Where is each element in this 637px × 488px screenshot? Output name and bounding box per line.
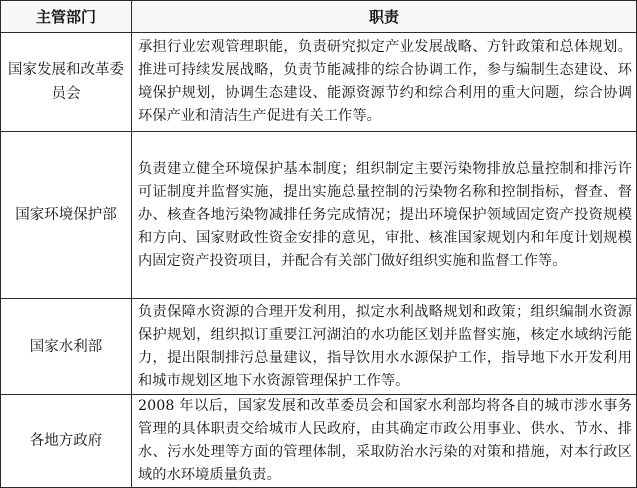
duty-cell: 负责保障水资源的合理开发利用，拟定水利战略规划和政策；组织编制水资源保护规划，组织拟订重要江河湖泊的水功能区划并监督实施，核定水域纳污能力，提出限制排污总量建议，指导饮用水水源保护工作，指导地下水开发利用和城市规划区地下水资源管理保护工作等。 bbox=[132, 299, 637, 395]
header-dept: 主管部门 bbox=[1, 1, 132, 33]
table-row bbox=[1, 33, 637, 132]
table-row bbox=[1, 395, 637, 488]
duty-cell: 承担行业宏观管理职能，负责研究拟定产业发展战略、方针政策和总体规划。推进可持续发展战略，负责节能减排的综合协调工作，参与编制生态建设、环境保护规划，协调生态建设、能源资源节约和综合利用的重大问题，综合协调环保产业和清洁生产促进有关工作等。 bbox=[132, 33, 637, 132]
dept-cell: 国家水利部 bbox=[1, 299, 132, 395]
dept-cell: 国家发展和改革委员会 bbox=[1, 33, 132, 132]
duty-cell: 负责建立健全环境保护基本制度；组织制定主要污染物排放总量控制和排污许可证制度并监督实施，提出实施总量控制的污染物名称和控制指标，督查、督办、核查各地污染物减排任务完成情况；提出环境保护领域固定资产投资规模和方向、国家财政性资金安排的意见，审批、核准国家规划内和年度计划规模内固定资产投资项目，并配合有关部门做好组织实施和监督工作等。 bbox=[132, 132, 637, 299]
dept-cell: 国家环境保护部 bbox=[1, 132, 132, 299]
dept-cell: 各地方政府 bbox=[1, 395, 132, 488]
duty-cell: 2008 年以后，国家发展和改革委员会和国家水利部均将各自的城市涉水事务管理的具体职责交给城市人民政府，由其确定市政公用事业、供水、节水、排水、污水处理等方面的管理体制，采取防治水污染的对策和措施，对本行政区域的水环境质量负责。 bbox=[132, 395, 637, 488]
table-header-row bbox=[1, 1, 637, 33]
header-duty: 职责 bbox=[132, 1, 637, 33]
table-row bbox=[1, 132, 637, 299]
table-row bbox=[1, 299, 637, 395]
